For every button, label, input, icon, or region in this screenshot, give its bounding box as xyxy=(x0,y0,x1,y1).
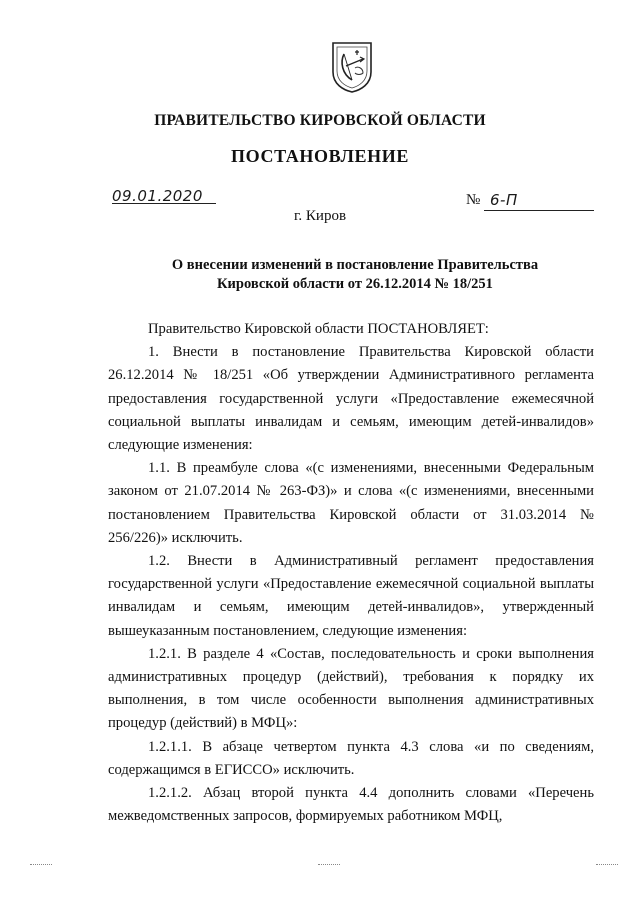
document-date: 09.01.2020 xyxy=(112,187,203,205)
scan-mark xyxy=(596,864,618,865)
preamble-paragraph: Правительство Кировской области ПОСТАНОВЛЯЕТ: xyxy=(148,321,489,337)
document-title xyxy=(150,256,560,294)
paragraph-1-2: 1.2. Внести в Административный регламент предоставления государственной услуги «Предоставление ежемесячной социальной выплаты инвалидам и семьям, имеющим детей-инвалидов», утвержденный вышеуказанным постановлением, следующие изменения: xyxy=(108,553,594,639)
kirov-oblast-coat-of-arms-emblem xyxy=(330,40,374,94)
city: г. Киров xyxy=(293,208,347,224)
title-line-1: О внесении изменений в постановление Правительства xyxy=(171,257,539,273)
document-body xyxy=(108,318,594,828)
paragraph-1: 1. Внести в постановление Правительства Кировской области 26.12.2014 № 18/251 «Об утверждении Административного регламента предоставления государственной услуги «Предоставление ежемесячной социальной выплаты инвалидам и семьям, имеющим детей-инвалидов» следующие изменения: xyxy=(108,344,594,454)
number-sign: № xyxy=(466,192,481,208)
document-type: ПОСТАНОВЛЕНИЕ xyxy=(231,146,409,166)
government-name: ПРАВИТЕЛЬСТВО КИРОВСКОЙ ОБЛАСТИ xyxy=(154,112,486,129)
paragraph-1-2-1: 1.2.1. В разделе 4 «Состав, последовательность и сроки выполнения административных процедур (действий), требования к порядку их выполнения, в том числе особенности выполнения административных процедур (действий) в МФЦ»: xyxy=(108,645,594,732)
paragraph-1-2-1-2: 1.2.1.2. Абзац второй пункта 4.4 дополнить словами «Перечень межведомственных запросов, формируемых работником МФЦ, xyxy=(108,785,594,825)
title-line-2: Кировской области от 26.12.2014 № 18/251 xyxy=(217,276,493,292)
paragraph-1-2-1-1: 1.2.1.1. В абзаце четвертом пункта 4.3 слова «и по сведениям, содержащимся в ЕГИССО» исключить. xyxy=(108,738,594,778)
scan-mark xyxy=(30,864,52,865)
scan-mark xyxy=(318,864,340,865)
date-underline xyxy=(112,203,216,204)
scan-edge-marks xyxy=(0,864,640,874)
paragraph-1-1: 1.1. В преамбуле слова «(с изменениями, внесенными Федеральным законом от 21.07.2014 № 263-ФЗ)» и слова «(с изменениями, внесенными постановлением Правительства Кировской области от 31.03.2014 № 256/226)» исключить. xyxy=(108,460,594,546)
document-number: 6-П xyxy=(490,191,518,209)
